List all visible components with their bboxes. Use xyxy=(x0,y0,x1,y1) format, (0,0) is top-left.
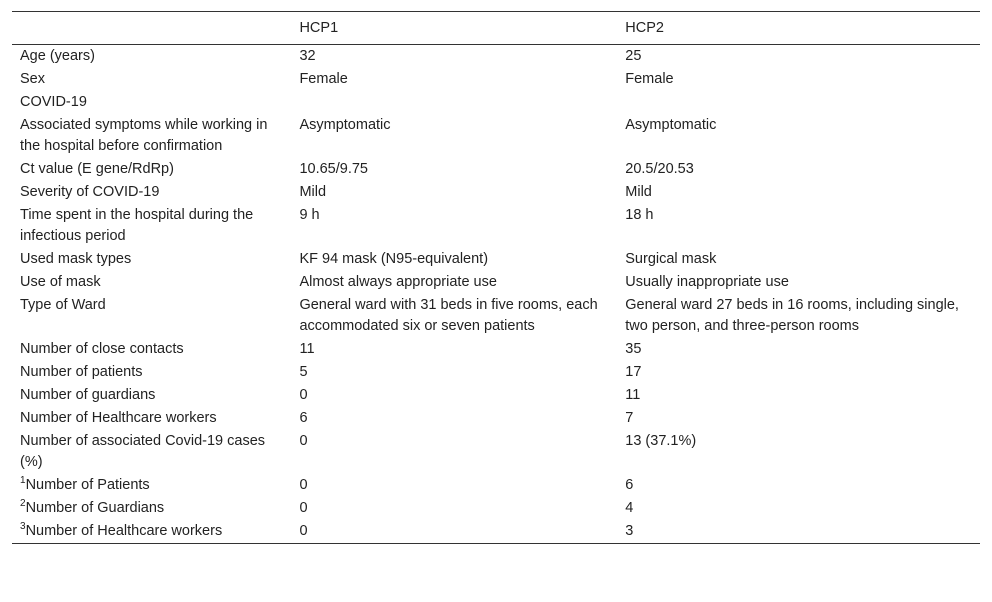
hcp2-value: Usually inappropriate use xyxy=(625,274,789,290)
row-label: Ct value (E gene/RdRp) xyxy=(20,161,174,177)
table-row xyxy=(12,361,980,384)
hcp1-value: Female xyxy=(299,71,348,87)
hcp2-value: 4 xyxy=(625,500,634,516)
table-row xyxy=(12,338,980,361)
row-label: Number of Patients xyxy=(25,477,150,493)
hcp2-value: Asymptomatic xyxy=(625,117,717,133)
hcp1-value: 6 xyxy=(299,410,308,426)
header-row xyxy=(12,12,980,45)
header-hcp1: HCP1 xyxy=(299,19,339,36)
hcp2-value: Mild xyxy=(625,184,652,200)
hcp2-value: Surgical mask xyxy=(625,251,717,267)
hcp1-value: 0 xyxy=(299,500,308,516)
hcp1-value: General ward with 31 beds in five rooms, each accommodated six or seven patients xyxy=(299,297,598,334)
row-label: COVID-19 xyxy=(20,94,87,110)
row-label: Number of guardians xyxy=(20,387,156,403)
hcp2-value: 25 xyxy=(625,48,642,64)
hcp1-value: 32 xyxy=(299,48,316,64)
hcp2-value: 6 xyxy=(625,477,634,493)
hcp1-value: 10.65/9.75 xyxy=(299,161,368,177)
row-label: Number of close contacts xyxy=(20,341,184,357)
row-label: Type of Ward xyxy=(20,297,106,313)
footnote-marker: 3 xyxy=(20,521,26,533)
hcp2-value: 13 (37.1%) xyxy=(625,433,697,449)
row-label-cell xyxy=(12,497,291,520)
header-empty xyxy=(12,12,291,45)
hcp1-value: 0 xyxy=(299,433,308,449)
header-hcp2: HCP2 xyxy=(625,19,664,36)
row-label: Number of Guardians xyxy=(25,500,165,516)
hcp1-value: 0 xyxy=(299,523,308,539)
hcp1-value xyxy=(291,91,617,114)
row-label: Number of Healthcare workers xyxy=(25,523,223,539)
footnote-marker: 1 xyxy=(20,475,26,487)
row-label: Age (years) xyxy=(20,48,95,64)
table-row xyxy=(12,430,980,474)
table-row xyxy=(12,497,980,520)
hcp2-value: 3 xyxy=(625,523,634,539)
hcp1-value: Asymptomatic xyxy=(299,117,391,133)
table-body xyxy=(12,45,980,544)
table-row xyxy=(12,294,980,338)
hcp1-value: 0 xyxy=(299,477,308,493)
table-row xyxy=(12,181,980,204)
hcp1-value: 11 xyxy=(299,341,315,357)
hcp1-value: 9 h xyxy=(299,207,320,223)
table-container xyxy=(12,11,980,544)
table-row xyxy=(12,114,980,158)
hcp2-value: 7 xyxy=(625,410,634,426)
row-label-cell xyxy=(12,474,291,497)
footnote-marker: 2 xyxy=(20,498,26,510)
row-label: Used mask types xyxy=(20,251,132,267)
table-row xyxy=(12,384,980,407)
hcp1-value: 5 xyxy=(299,364,308,380)
row-label-cell xyxy=(12,520,291,544)
row-label: Severity of COVID-19 xyxy=(20,184,160,200)
table-row xyxy=(12,271,980,294)
hcp1-value: KF 94 mask (N95-equivalent) xyxy=(299,251,489,267)
hcp1-value: 0 xyxy=(299,387,308,403)
table-row xyxy=(12,474,980,497)
hcp2-value xyxy=(617,91,980,114)
table-row xyxy=(12,248,980,271)
hcp2-value: 20.5/20.53 xyxy=(625,161,694,177)
table-row xyxy=(12,204,980,248)
table-row xyxy=(12,91,980,114)
table-row xyxy=(12,407,980,430)
row-label: Sex xyxy=(20,71,45,87)
table-row xyxy=(12,520,980,544)
hcp2-value: 11 xyxy=(625,387,641,403)
hcp2-value: 18 h xyxy=(625,207,654,223)
row-label: Associated symptoms while working in the hospital before confirmation xyxy=(20,117,268,154)
hcp2-value: General ward 27 beds in 16 rooms, including single, two person, and three-person rooms xyxy=(625,297,959,334)
row-label: Number of Healthcare workers xyxy=(20,410,217,426)
row-label: Number of patients xyxy=(20,364,143,380)
comparison-table xyxy=(12,11,980,544)
hcp2-value: 17 xyxy=(625,364,642,380)
hcp2-value: Female xyxy=(625,71,674,87)
table-row xyxy=(12,158,980,181)
table-row xyxy=(12,45,980,69)
hcp1-value: Mild xyxy=(299,184,327,200)
row-label: Number of associated Covid-19 cases (%) xyxy=(20,433,266,470)
row-label: Time spent in the hospital during the infectious period xyxy=(20,207,254,244)
hcp1-value: Almost always appropriate use xyxy=(299,274,497,290)
hcp2-value: 35 xyxy=(625,341,642,357)
table-row xyxy=(12,68,980,91)
row-label: Use of mask xyxy=(20,274,101,290)
